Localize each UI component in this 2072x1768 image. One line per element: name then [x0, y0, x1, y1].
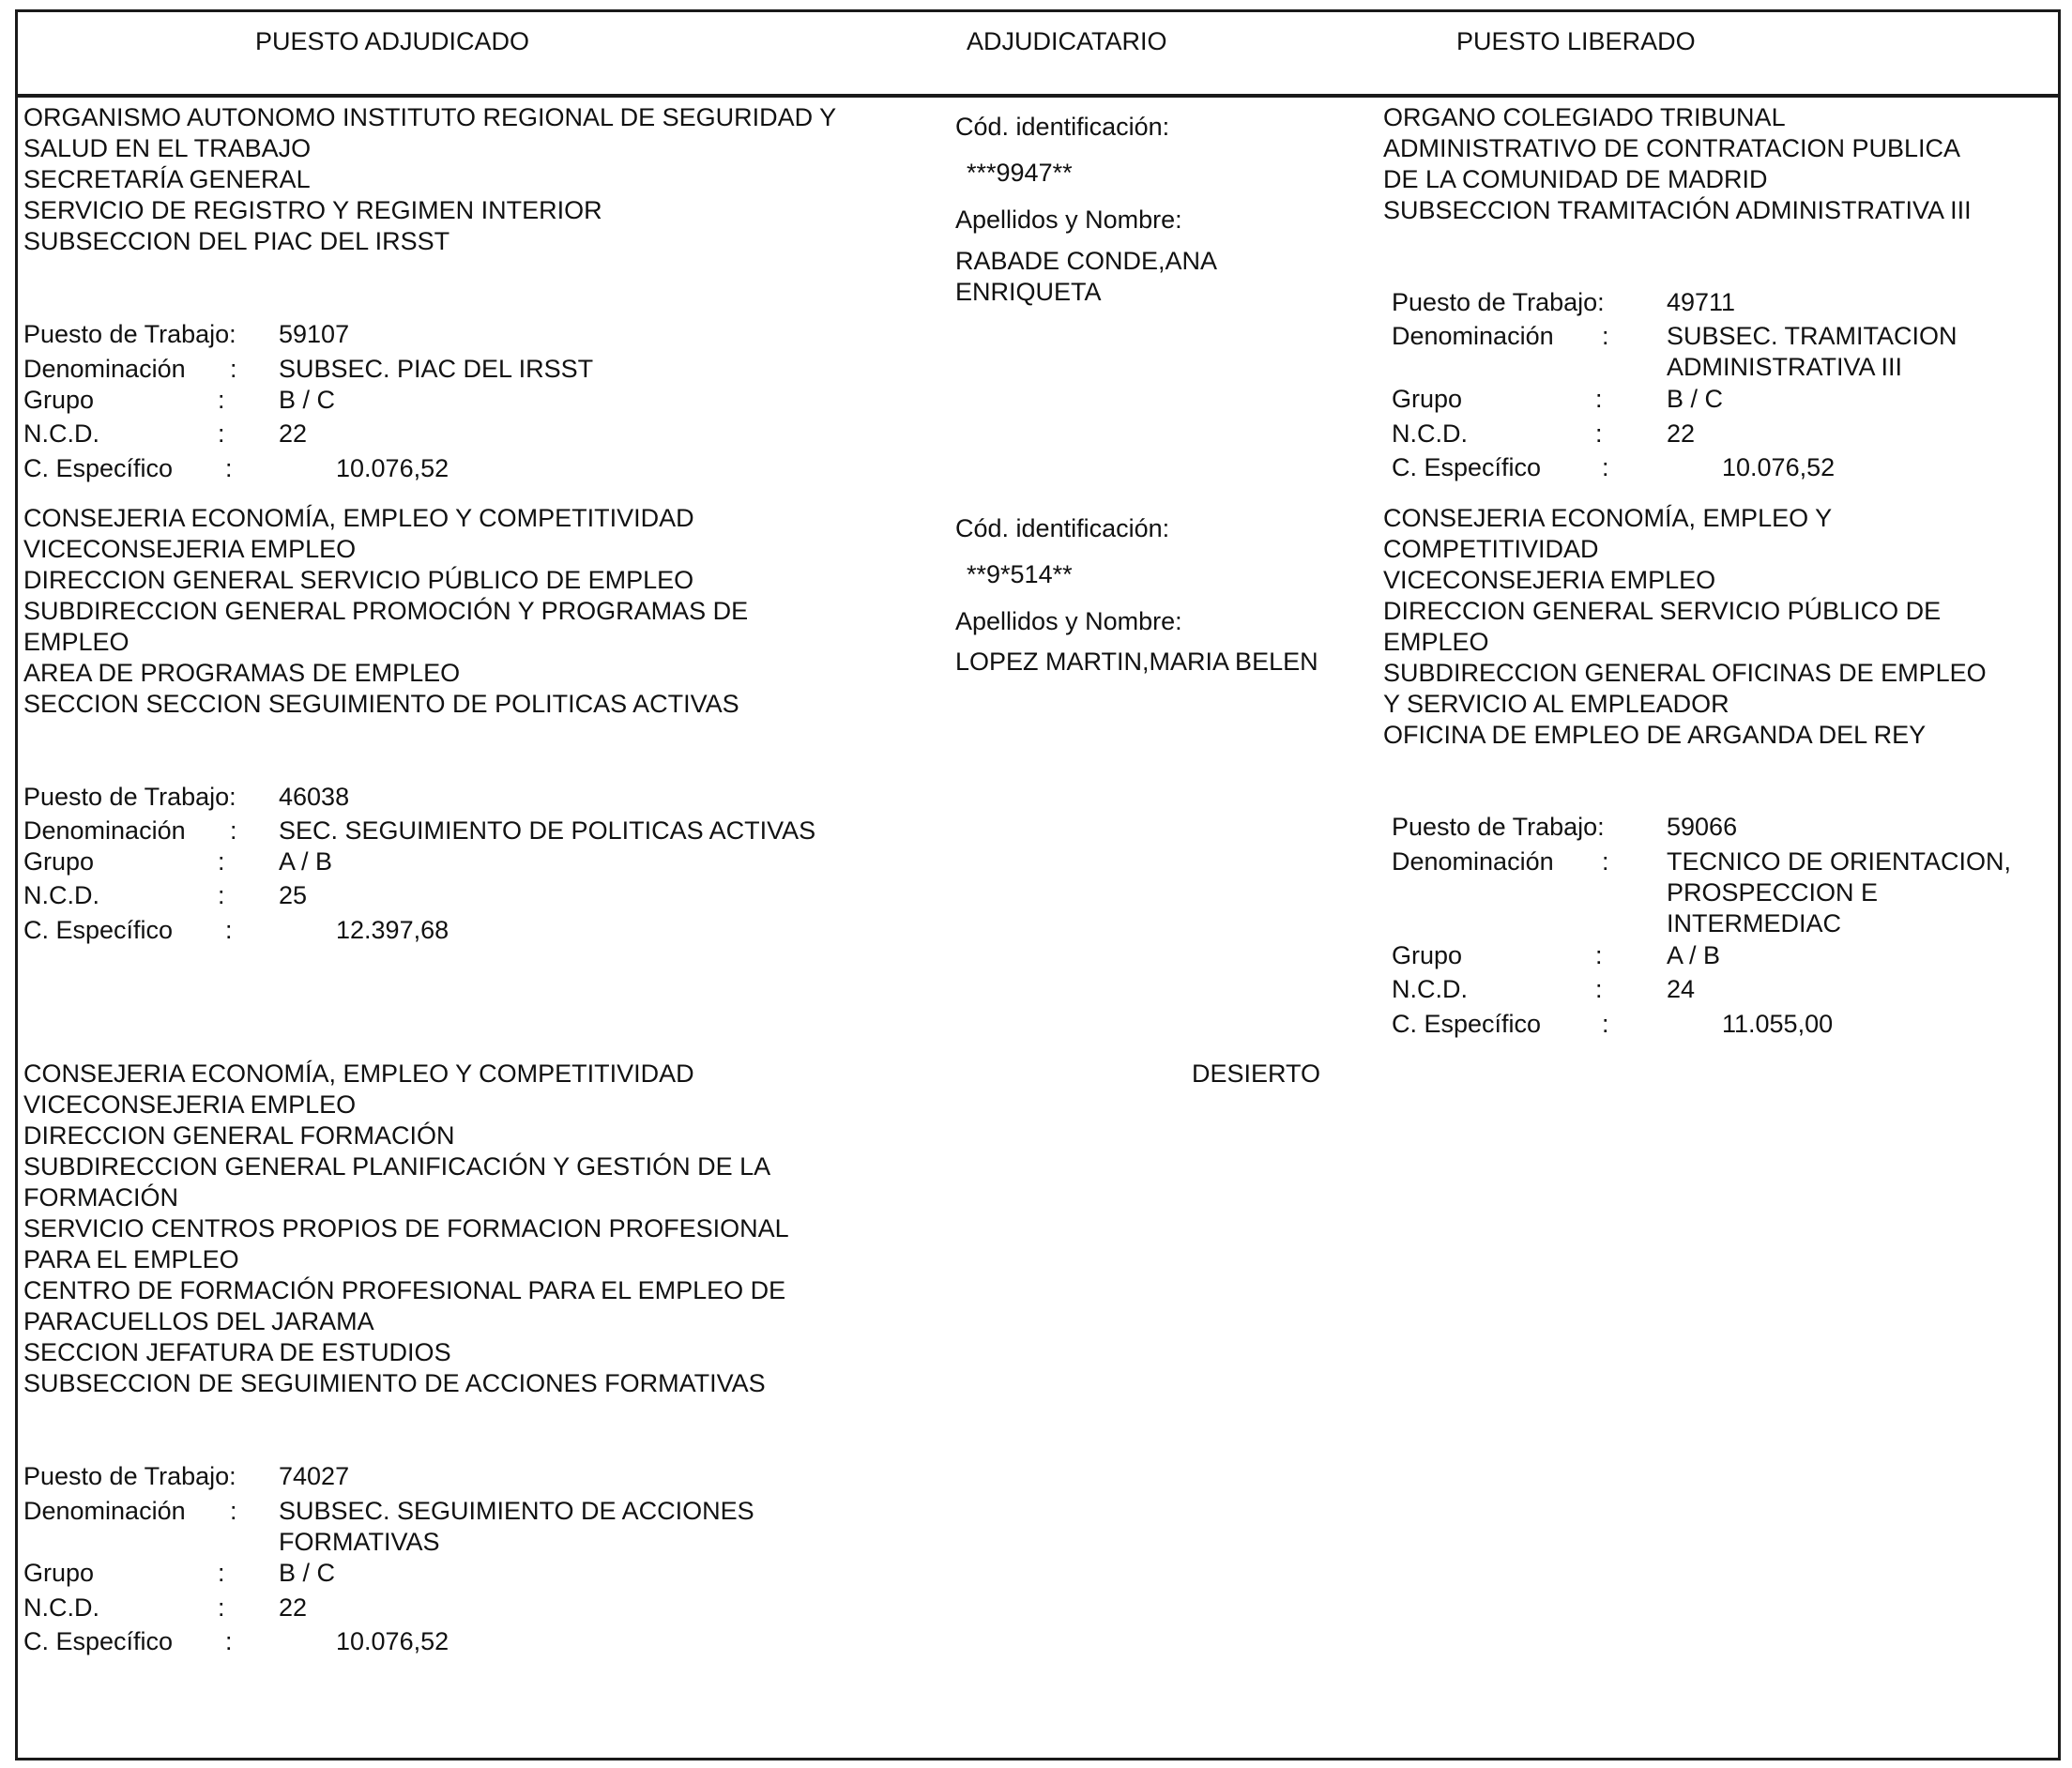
denominacion-line: ADMINISTRATIVA III — [1667, 353, 1903, 381]
puesto-trabajo-label: Puesto de Trabajo: — [23, 783, 236, 811]
denominacion-line: INTERMEDIAC — [1667, 909, 1842, 937]
colon: : — [1602, 1010, 1609, 1038]
header-puesto-adjudicado: PUESTO ADJUDICADO — [255, 27, 530, 55]
org-line: PARA EL EMPLEO — [23, 1245, 239, 1273]
org-line: SECRETARÍA GENERAL — [23, 165, 311, 193]
denominacion-line: FORMATIVAS — [279, 1528, 440, 1556]
ncd-label: N.C.D. — [23, 1593, 99, 1622]
colon: : — [1595, 975, 1603, 1003]
org-line: CONSEJERIA ECONOMÍA, EMPLEO Y — [1383, 504, 1833, 532]
c-especifico-label: C. Específico — [23, 916, 174, 944]
org-line: Y SERVICIO AL EMPLEADOR — [1383, 690, 1729, 718]
ncd-label: N.C.D. — [1392, 419, 1468, 448]
c-especifico-value: 10.076,52 — [336, 454, 449, 482]
colon: : — [218, 1593, 225, 1622]
org-line: SALUD EN EL TRABAJO — [23, 134, 312, 162]
colon: : — [218, 1559, 225, 1587]
colon: : — [230, 816, 237, 845]
puesto-trabajo-value: 59107 — [279, 320, 350, 348]
org-line: SECCION SECCION SEGUIMIENTO DE POLITICAS ACTIVAS — [23, 690, 739, 718]
org-line: CONSEJERIA ECONOMÍA, EMPLEO Y COMPETITIVIDAD — [23, 1059, 694, 1088]
puesto-trabajo-value: 59066 — [1667, 813, 1738, 841]
cod-identificacion-value: **9*514** — [967, 560, 1073, 588]
colon: : — [218, 881, 225, 909]
ncd-value: 25 — [279, 881, 308, 909]
colon: : — [1602, 453, 1609, 481]
entry2-liberado-organization — [1383, 503, 1987, 751]
c-especifico-label: C. Específico — [23, 1627, 174, 1655]
header-divider — [15, 94, 2061, 98]
org-line: SUBDIRECCION GENERAL OFICINAS DE EMPLEO — [1383, 659, 1987, 687]
org-line: DIRECCION GENERAL SERVICIO PÚBLICO DE EMPLEO — [23, 566, 694, 594]
org-line: ORGANISMO AUTONOMO INSTITUTO REGIONAL DE SEGURIDAD Y — [23, 103, 837, 131]
org-line: SUBSECCION TRAMITACIÓN ADMINISTRATIVA III — [1383, 196, 1972, 224]
org-line: COMPETITIVIDAD — [1383, 535, 1599, 563]
ncd-value: 24 — [1667, 975, 1696, 1003]
colon: : — [225, 1627, 233, 1655]
cod-identificacion-label: Cód. identificación: — [955, 113, 1170, 141]
name-line: ENRIQUETA — [955, 278, 1102, 306]
ncd-label: N.C.D. — [1392, 975, 1468, 1003]
denominacion-line: SUBSEC. TRAMITACION — [1667, 322, 1958, 350]
c-especifico-value: 10.076,52 — [1722, 453, 1836, 481]
colon: : — [230, 1497, 237, 1525]
org-line: DIRECCION GENERAL FORMACIÓN — [23, 1121, 455, 1150]
puesto-trabajo-value: 49711 — [1667, 288, 1736, 316]
denominacion-label: Denominación — [1392, 322, 1554, 350]
puesto-trabajo-label: Puesto de Trabajo: — [1392, 813, 1605, 841]
denominacion-value: SEC. SEGUIMIENTO DE POLITICAS ACTIVAS — [279, 816, 816, 845]
ncd-value: 22 — [279, 1593, 308, 1622]
colon: : — [218, 419, 225, 448]
org-line: EMPLEO — [23, 628, 130, 656]
colon: : — [1595, 385, 1603, 413]
c-especifico-label: C. Específico — [1392, 453, 1542, 481]
colon: : — [1595, 941, 1603, 969]
puesto-trabajo-value: 74027 — [279, 1462, 350, 1490]
apellidos-nombre-value — [955, 246, 1217, 308]
c-especifico-label: C. Específico — [23, 454, 174, 482]
denominacion-line: PROSPECCION E — [1667, 878, 1879, 907]
grupo-label: Grupo — [1392, 941, 1463, 969]
org-line: AREA DE PROGRAMAS DE EMPLEO — [23, 659, 461, 687]
grupo-label: Grupo — [23, 386, 95, 414]
grupo-value: B / C — [279, 386, 336, 414]
org-line: FORMACIÓN — [23, 1183, 178, 1212]
header-puesto-liberado: PUESTO LIBERADO — [1456, 27, 1696, 55]
grupo-label: Grupo — [23, 847, 95, 876]
name-line: RABADE CONDE,ANA — [955, 247, 1218, 275]
puesto-trabajo-label: Puesto de Trabajo: — [23, 320, 236, 348]
grupo-label: Grupo — [23, 1559, 95, 1587]
c-especifico-value: 12.397,68 — [336, 916, 449, 944]
denominacion-value — [1667, 321, 1958, 383]
denominacion-value: SUBSEC. PIAC DEL IRSST — [279, 355, 594, 383]
org-line: SERVICIO CENTROS PROPIOS DE FORMACION PROFESIONAL — [23, 1214, 789, 1242]
header-adjudicatario: ADJUDICATARIO — [967, 27, 1167, 55]
org-line: CENTRO DE FORMACIÓN PROFESIONAL PARA EL EMPLEO DE — [23, 1276, 786, 1304]
org-line: DIRECCION GENERAL SERVICIO PÚBLICO DE — [1383, 597, 1942, 625]
org-line: DE LA COMUNIDAD DE MADRID — [1383, 165, 1768, 193]
colon: : — [218, 847, 225, 876]
denominacion-label: Denominación — [23, 355, 186, 383]
denominacion-label: Denominación — [23, 816, 186, 845]
apellidos-nombre-label: Apellidos y Nombre: — [955, 607, 1182, 635]
ncd-value: 22 — [279, 419, 308, 448]
org-line: EMPLEO — [1383, 628, 1489, 656]
colon: : — [1595, 419, 1603, 448]
entry2-adjudicado-organization — [23, 503, 748, 720]
apellidos-nombre-value: LOPEZ MARTIN,MARIA BELEN — [955, 648, 1318, 676]
org-line: SUBSECCION DE SEGUIMIENTO DE ACCIONES FORMATIVAS — [23, 1369, 766, 1397]
denominacion-line: TECNICO DE ORIENTACION, — [1667, 847, 2012, 876]
org-line: ORGANO COLEGIADO TRIBUNAL — [1383, 103, 1786, 131]
entry1-adjudicado-organization — [23, 102, 836, 257]
denominacion-line: SUBSEC. SEGUIMIENTO DE ACCIONES — [279, 1497, 754, 1525]
c-especifico-label: C. Específico — [1392, 1010, 1542, 1038]
ncd-value: 22 — [1667, 419, 1696, 448]
entry1-liberado-organization — [1383, 102, 1972, 226]
colon: : — [230, 355, 237, 383]
org-line: SUBDIRECCION GENERAL PLANIFICACIÓN Y GESTIÓN DE LA — [23, 1152, 771, 1181]
denominacion-value — [1667, 846, 2011, 939]
org-line: PARACUELLOS DEL JARAMA — [23, 1307, 374, 1335]
cod-identificacion-value: ***9947** — [967, 159, 1073, 187]
colon: : — [1602, 322, 1609, 350]
puesto-trabajo-label: Puesto de Trabajo: — [23, 1462, 236, 1490]
colon: : — [1602, 847, 1609, 876]
org-line: VICECONSEJERIA EMPLEO — [23, 535, 357, 563]
org-line: ADMINISTRATIVO DE CONTRATACION PUBLICA — [1383, 134, 1961, 162]
denominacion-label: Denominación — [23, 1497, 186, 1525]
ncd-label: N.C.D. — [23, 881, 99, 909]
org-line: CONSEJERIA ECONOMÍA, EMPLEO Y COMPETITIVIDAD — [23, 504, 694, 532]
grupo-value: B / C — [1667, 385, 1724, 413]
org-line: VICECONSEJERIA EMPLEO — [1383, 566, 1716, 594]
grupo-value: B / C — [279, 1559, 336, 1587]
org-line: SECCION JEFATURA DE ESTUDIOS — [23, 1338, 451, 1366]
denominacion-value — [279, 1496, 754, 1558]
colon: : — [225, 454, 233, 482]
org-line: SUBSECCION DEL PIAC DEL IRSST — [23, 227, 450, 255]
puesto-trabajo-value: 46038 — [279, 783, 350, 811]
denominacion-label: Denominación — [1392, 847, 1554, 876]
grupo-value: A / B — [1667, 941, 1721, 969]
org-line: SERVICIO DE REGISTRO Y REGIMEN INTERIOR — [23, 196, 602, 224]
cod-identificacion-label: Cód. identificación: — [955, 514, 1170, 542]
entry3-adjudicado-organization — [23, 1059, 789, 1399]
grupo-label: Grupo — [1392, 385, 1463, 413]
colon: : — [225, 916, 233, 944]
apellidos-nombre-label: Apellidos y Nombre: — [955, 206, 1182, 234]
desierto-label: DESIERTO — [1192, 1059, 1321, 1088]
grupo-value: A / B — [279, 847, 333, 876]
org-line: OFICINA DE EMPLEO DE ARGANDA DEL REY — [1383, 721, 1927, 749]
puesto-trabajo-label: Puesto de Trabajo: — [1392, 288, 1605, 316]
c-especifico-value: 10.076,52 — [336, 1627, 449, 1655]
org-line: SUBDIRECCION GENERAL PROMOCIÓN Y PROGRAMAS DE — [23, 597, 749, 625]
org-line: VICECONSEJERIA EMPLEO — [23, 1090, 357, 1119]
ncd-label: N.C.D. — [23, 419, 99, 448]
c-especifico-value: 11.055,00 — [1722, 1010, 1834, 1038]
colon: : — [218, 386, 225, 414]
